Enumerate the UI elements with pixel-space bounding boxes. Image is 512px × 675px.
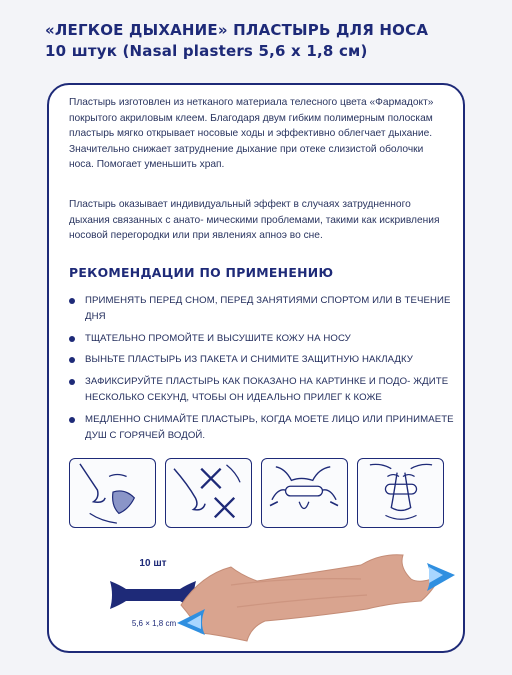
description-paragraph-2: Пластырь оказывает индивидуальный эффект в случаях затрудненного дыхания связанных с анато- мическими проблемами, такими как искривления носовой перегородки или при явлениях апноэ во сне. [69,199,440,241]
product-title-line1: «ЛЕГКОЕ ДЫХАНИЕ» ПЛАСТЫРЬ ДЛЯ НОСА [45,21,429,39]
step-1-illustration [69,458,156,528]
bullet-dot-icon [69,417,75,423]
bullet-dot-icon [69,336,75,342]
list-item-text: ЗАФИКСИРУЙТЕ ПЛАСТЫРЬ КАК ПОКАЗАНО НА КАРТИНКЕ И ПОДО- ЖДИТЕ НЕСКОЛЬКО СЕКУНД, ЧТОБЫ ОН ИДЕАЛЬНО ПРИЛЕГ К КОЖЕ [85,376,449,403]
step-2-illustration [165,458,252,528]
package-count: 10 шт [139,558,167,569]
list-item-text: ПРИМЕНЯТЬ ПЕРЕД СНОМ, ПЕРЕД ЗАНЯТИЯМИ СПОРТОМ ИЛИ В ТЕЧЕНИЕ ДНЯ [85,295,451,322]
list-item-text: ТЩАТЕЛЬНО ПРОМОЙТЕ И ВЫСУШИТЕ КОЖУ НА НОСУ [85,332,351,344]
list-item [69,352,454,368]
product-title-line2: 10 штук (Nasal plasters 5,6 х 1,8 см) [45,42,368,60]
list-item [69,374,454,406]
nasal-strip-illustration [171,545,461,645]
nose-wash-icon [70,459,155,527]
step-4-illustration [357,458,444,528]
recommendations-title: РЕКОМЕНДАЦИИ ПО ПРИМЕНЕНИЮ [69,265,334,280]
info-card [47,83,465,653]
apply-plaster-icon [262,459,347,527]
recommendations-list [69,293,454,449]
list-item [69,412,454,444]
description-paragraph-1: Пластырь изготовлен из нетканого материала телесного цвета «Фармадокт» покрытого акриловым клеем. Благодаря двум гибким полимерным полоскам пластырь мягко открывает носовые ходы и эффективно облегчает дыхание. Значительно снижает затруднение дыхание при отеке слизистой оболочки носа. Помогает уменьшить храп. [69,97,434,170]
list-item-text: ВЫНЬТЕ ПЛАСТЫРЬ ИЗ ПАКЕТА И СНИМИТЕ ЗАЩИТНУЮ НАКЛАДКУ [85,354,413,366]
package-size: 5,6 × 1,8 cm [131,619,177,628]
list-item [69,293,454,325]
bullet-dot-icon [69,357,75,363]
list-item [69,331,454,347]
list-item-text: МЕДЛЕННО СНИМАЙТЕ ПЛАСТЫРЬ, КОГДА МОЕТЕ ЛИЦО ИЛИ ПРИНИМАЕТЕ ДУШ С ГОРЯЧЕЙ ВОДОЙ. [85,413,454,441]
nose-crossed-icon [166,459,251,527]
bullet-dot-icon [69,298,75,304]
bullet-dot-icon [69,379,75,385]
product-title [45,20,485,62]
plaster-on-nose-icon [358,459,443,527]
step-3-illustration [261,458,348,528]
